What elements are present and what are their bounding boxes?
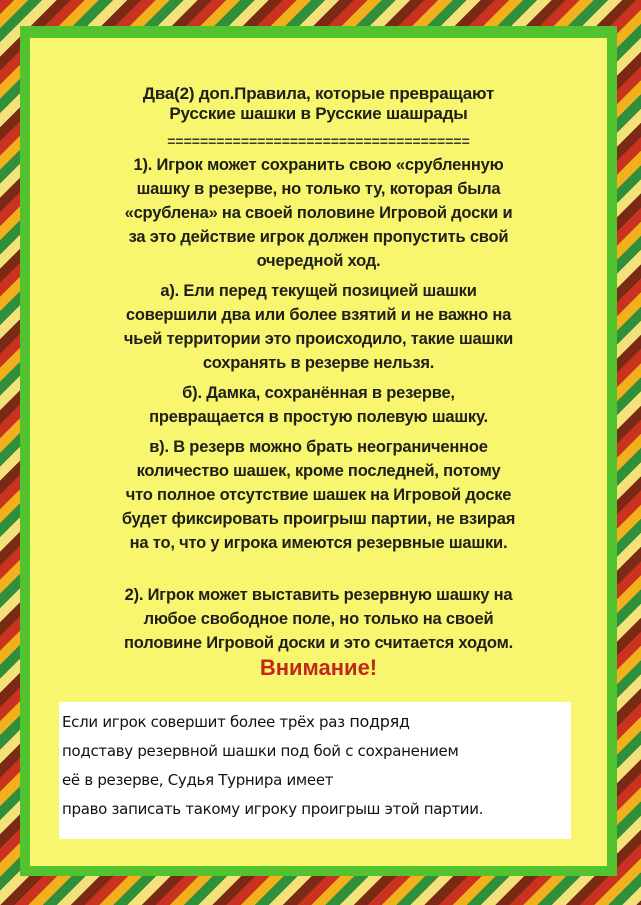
separator: =====================================	[167, 133, 470, 149]
rule-line: в). В резерв можно брать неограниченное	[149, 438, 488, 456]
warning-note	[59, 702, 571, 839]
title-line-1: Два(2) доп.Правила, которые превращают	[142, 84, 495, 103]
rule-line: сохранять в резерве нельзя.	[202, 354, 435, 372]
note-line-1a: Если игрок совершит более трёх раз	[62, 713, 345, 731]
rule-line: а). Ели перед текущей позицией шашки	[160, 282, 477, 300]
note-line: её в резерве, Судья Турнира имеет	[62, 771, 334, 789]
rule-line: очередной ход.	[256, 252, 381, 270]
title-line-2: Русские шашки в Русские шашрады	[169, 104, 468, 123]
rule-line: на то, что у игрока имеются резервные шашки.	[129, 534, 508, 552]
rule-line: 2). Игрок может выставить резервную шашку на	[124, 586, 513, 604]
rule-line: половине Игровой доски и это считается ходом.	[124, 634, 513, 652]
rule-line: что полное отсутствие шашек на Игровой доске	[125, 486, 512, 504]
rule-line: количество шашек, кроме последней, потому	[136, 462, 501, 480]
rule-line: любое свободное поле, но только на своей	[143, 610, 494, 628]
rule-line: 1). Игрок может сохранить свою «срубленную	[133, 156, 504, 174]
rule-line: шашку в резерве, но только ту, которая была	[136, 180, 501, 198]
rule-line: будет фиксировать проигрыш партии, не взирая	[121, 510, 516, 528]
rule-line: за это действие игрок должен пропустить свой	[128, 228, 509, 246]
rule-line: превращается в простую полевую шашку.	[149, 408, 488, 426]
note-line	[62, 712, 410, 731]
rule-line: б). Дамка, сохранённая в резерве,	[182, 384, 455, 402]
attention-heading: Внимание!	[259, 655, 378, 680]
rule-line: совершили два или более взятий и не важно на	[125, 306, 512, 324]
note-line: подставу резервной шашки под бой с сохранением	[62, 742, 459, 760]
rule-line: «срублена» на своей половине Игровой доски и	[124, 204, 513, 222]
note-line: право записать такому игроку проигрыш этой партии.	[62, 800, 484, 818]
rule-line: чьей территории это происходило, такие шашки	[123, 330, 514, 348]
note-line-1b: подряд	[349, 712, 410, 731]
